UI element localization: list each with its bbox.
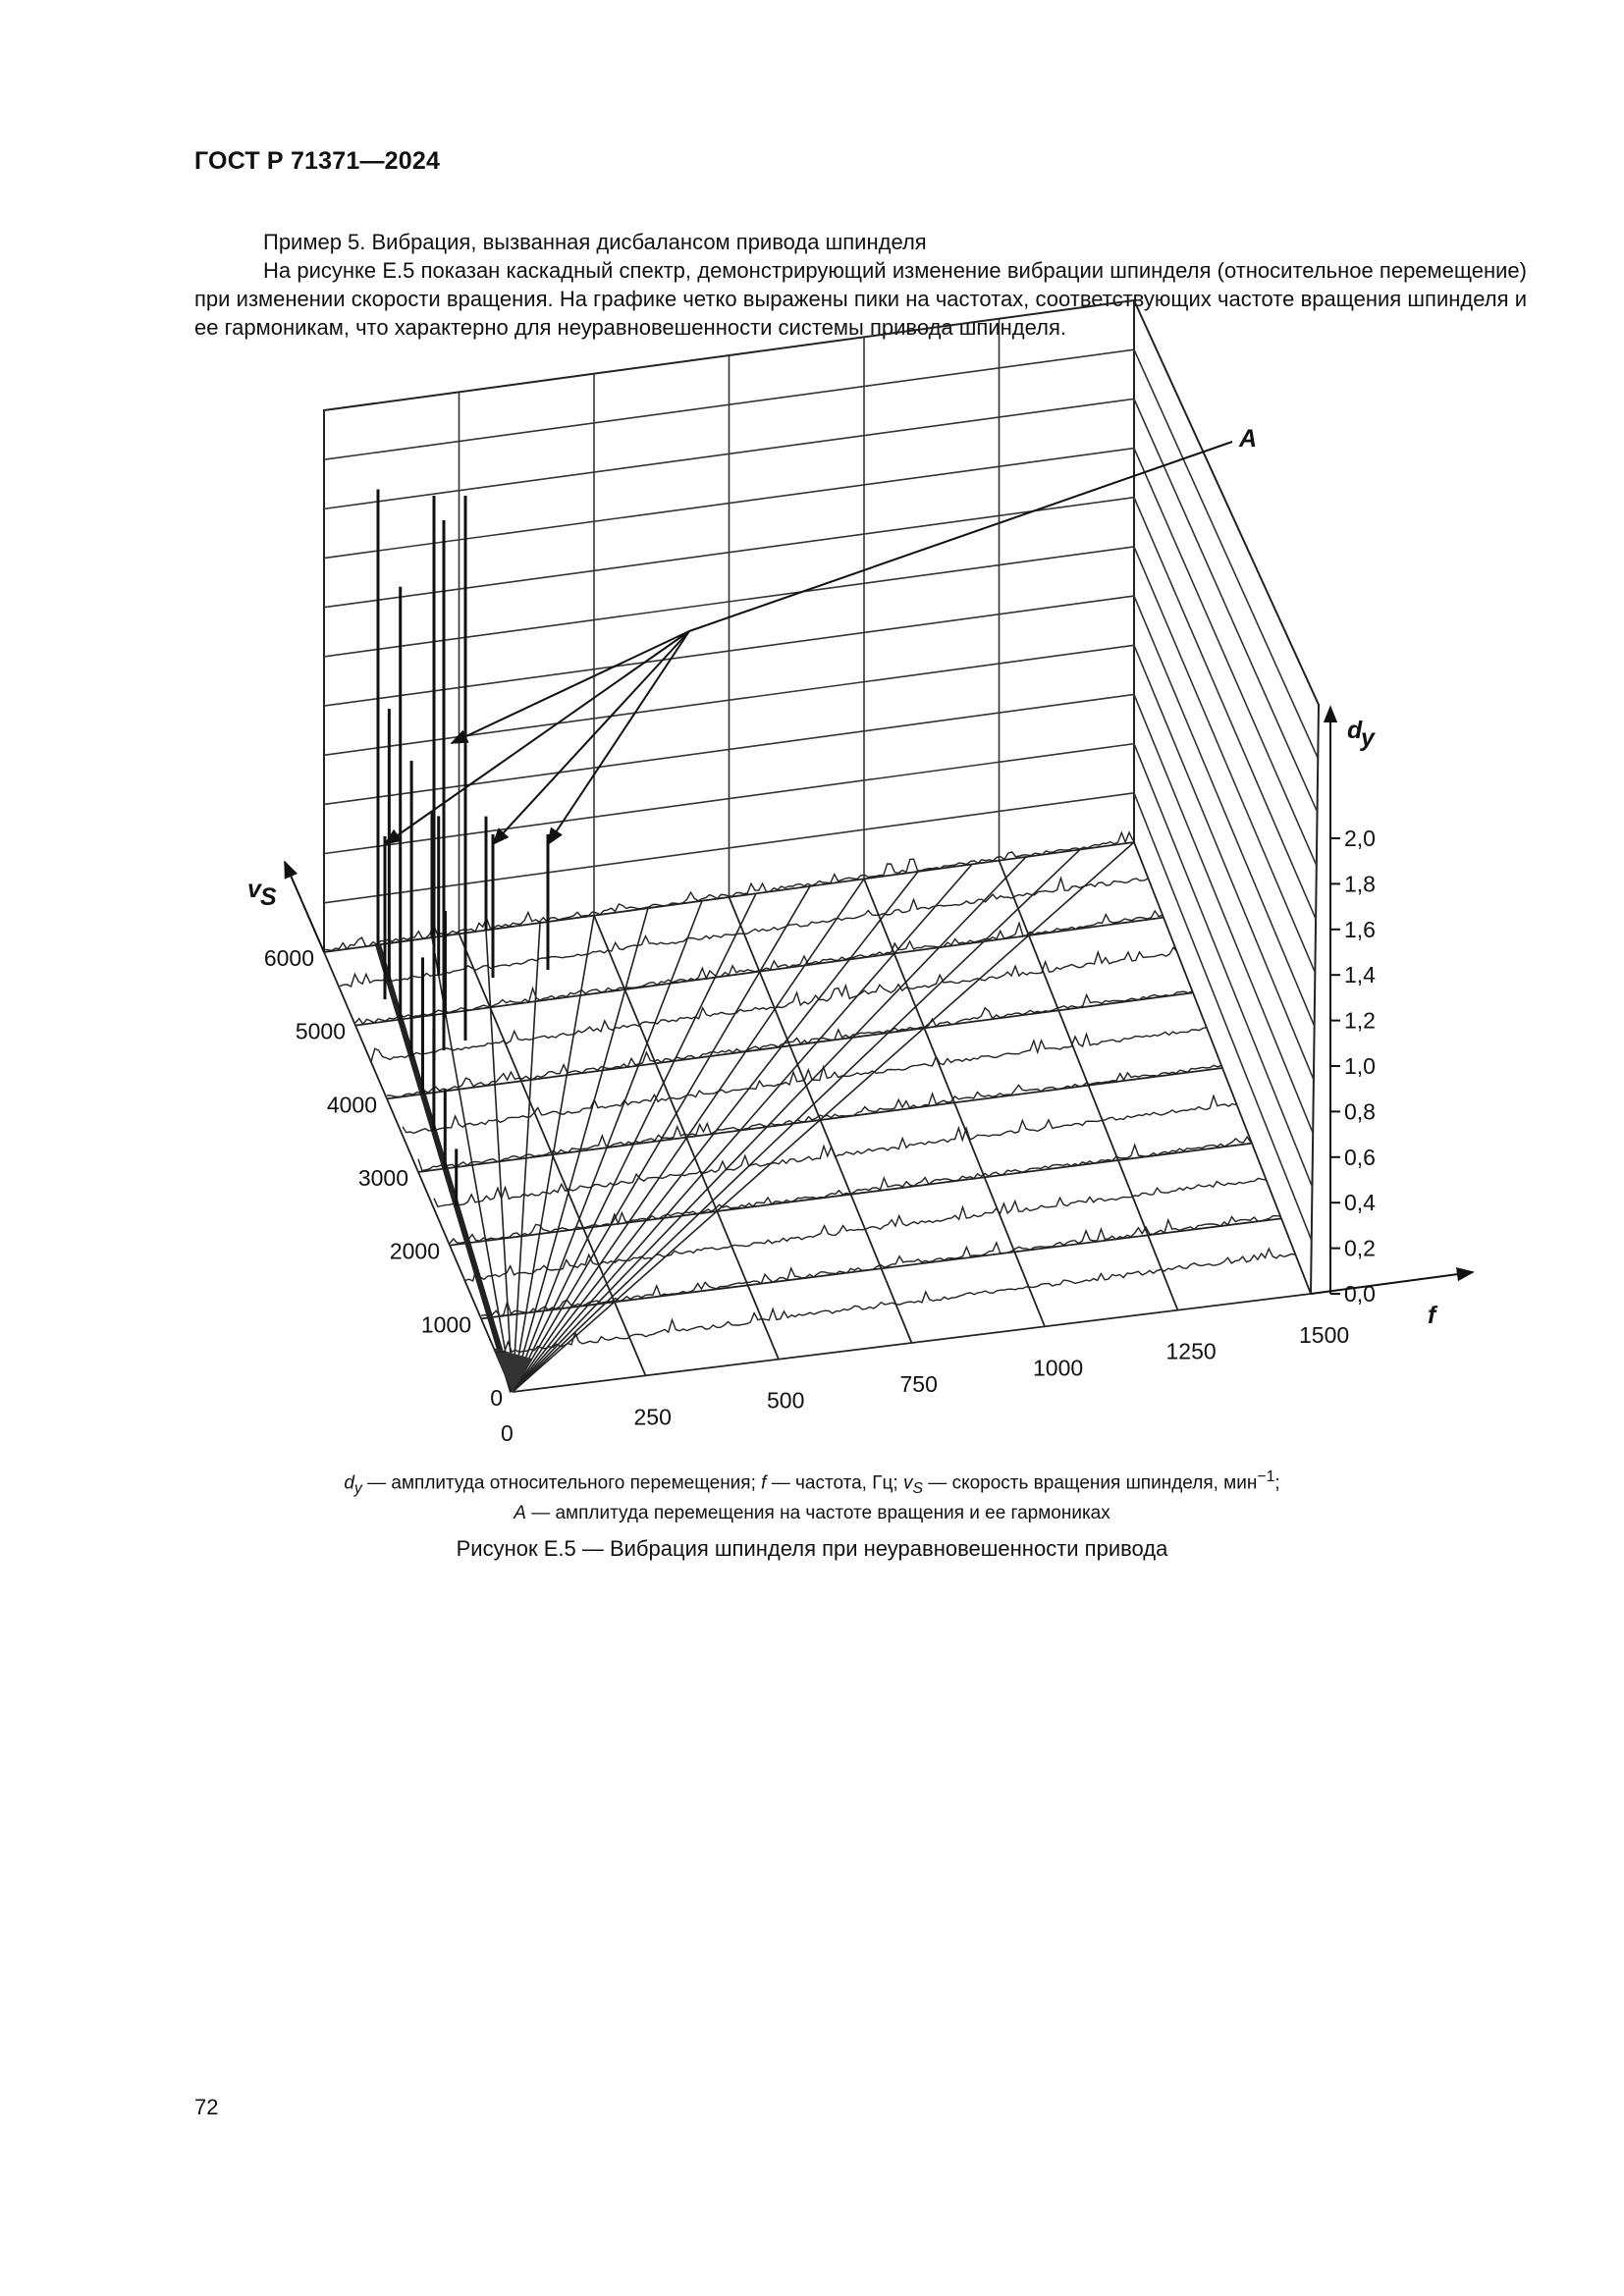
- side-wall-gridline: [1134, 498, 1316, 919]
- example-heading: Пример 5. Вибрация, вызванная дисбалансом привода шпинделя: [263, 230, 927, 254]
- f-axis-arrow: [1311, 1272, 1473, 1294]
- annotation-arrow: [452, 631, 689, 743]
- unit-superscript: −1: [1257, 1468, 1275, 1485]
- f-tick-label: 1500: [1299, 1322, 1350, 1348]
- z-tick-label: 1,0: [1344, 1053, 1376, 1079]
- side-wall-gridline: [1134, 694, 1313, 1133]
- f-tick-label: 0: [501, 1420, 514, 1446]
- f-axis-label: f: [1428, 1302, 1436, 1329]
- z-tick-label: 0,2: [1344, 1235, 1376, 1261]
- vs-tick-label: 1000: [420, 1311, 471, 1338]
- annotation-arrow: [385, 631, 689, 844]
- axis-tick-labels: [247, 717, 1438, 1446]
- axes: [285, 707, 1473, 1294]
- dy-symbol: d: [344, 1472, 354, 1494]
- z-tick-label: 1,2: [1344, 1007, 1376, 1034]
- f-tick-label: 250: [633, 1404, 672, 1430]
- z-tick-label: 0,0: [1344, 1281, 1376, 1307]
- f-tick-label: 1000: [1033, 1355, 1084, 1381]
- figure-legend: [0, 1465, 1624, 1525]
- z-axis-label-sub: y: [1361, 724, 1375, 752]
- vs-axis-label-sub: S: [260, 883, 277, 911]
- vs-tick-label: 5000: [295, 1018, 346, 1044]
- vs-axis-arrow: [285, 862, 324, 952]
- vs-subscript: S: [912, 1480, 924, 1498]
- legend-line-2: [0, 1501, 1624, 1525]
- f-symbol: f: [761, 1472, 767, 1494]
- f-tick-label: 1250: [1165, 1338, 1217, 1364]
- side-wall-gridline: [1134, 399, 1318, 812]
- annotation-arrow: [548, 631, 689, 844]
- vs-tick-label: 0: [490, 1385, 503, 1411]
- legend-line-1: [0, 1465, 1624, 1501]
- legend-text: — амплитуда относительного перемещения;: [361, 1472, 762, 1494]
- back-wall-grid: [324, 300, 1319, 1294]
- z-tick-label: 1,4: [1344, 962, 1376, 988]
- z-axis-label: d: [1347, 717, 1363, 744]
- annotation-label: A: [1239, 425, 1258, 453]
- legend-text: ;: [1274, 1472, 1280, 1494]
- side-wall-gridline: [1134, 449, 1317, 866]
- vs-tick-label: 2000: [389, 1238, 440, 1264]
- vs-symbol: v: [902, 1472, 913, 1494]
- z-tick-label: 0,8: [1344, 1098, 1376, 1125]
- page-number: 72: [194, 2095, 219, 2119]
- a-symbol: A: [514, 1503, 526, 1524]
- vs-axis-label: v: [247, 876, 261, 903]
- vs-tick-label: 3000: [357, 1165, 408, 1191]
- dy-subscript: y: [353, 1480, 362, 1498]
- side-wall-gridline: [1134, 349, 1318, 758]
- annotation-arrow: [493, 631, 689, 844]
- legend-text: — скорость вращения шпинделя, мин: [923, 1472, 1258, 1494]
- z-tick-label: 2,0: [1344, 826, 1376, 851]
- z-tick-label: 1,8: [1344, 871, 1376, 897]
- figure-caption: Рисунок Е.5 — Вибрация шпинделя при неуравновешенности привода: [456, 1536, 1168, 1561]
- f-tick-label: 750: [899, 1371, 938, 1397]
- body-paragraph: На рисунке Е.5 показан каскадный спектр, демонстрирующий изменение вибрации шпинделя (относительное перемещение) при изменении скорости вращения. На графике четко выражены пики на частотах, соответствующих частоте вращения шпинделя и ее гармоникам, что характерно для неуравновешенности системы привода шпинделя.: [194, 258, 1527, 340]
- vs-tick-label: 6000: [263, 945, 314, 971]
- legend-text: — амплитуда перемещения на частоте вращения и ее гармониках: [525, 1503, 1110, 1524]
- legend-text: — частота, Гц;: [766, 1472, 903, 1494]
- annotation-A: [385, 425, 1257, 1060]
- vs-tick-label: 4000: [326, 1092, 377, 1118]
- z-tick-label: 1,6: [1344, 916, 1376, 942]
- document-header: ГОСТ Р 71371—2024: [194, 147, 441, 175]
- z-tick-label: 0,6: [1344, 1144, 1376, 1170]
- harmonic-line: [513, 908, 648, 1392]
- z-tick-label: 0,4: [1344, 1190, 1376, 1216]
- harmonic-line: [513, 886, 810, 1392]
- harmonic-line: [513, 864, 972, 1392]
- f-tick-label: 500: [767, 1387, 805, 1414]
